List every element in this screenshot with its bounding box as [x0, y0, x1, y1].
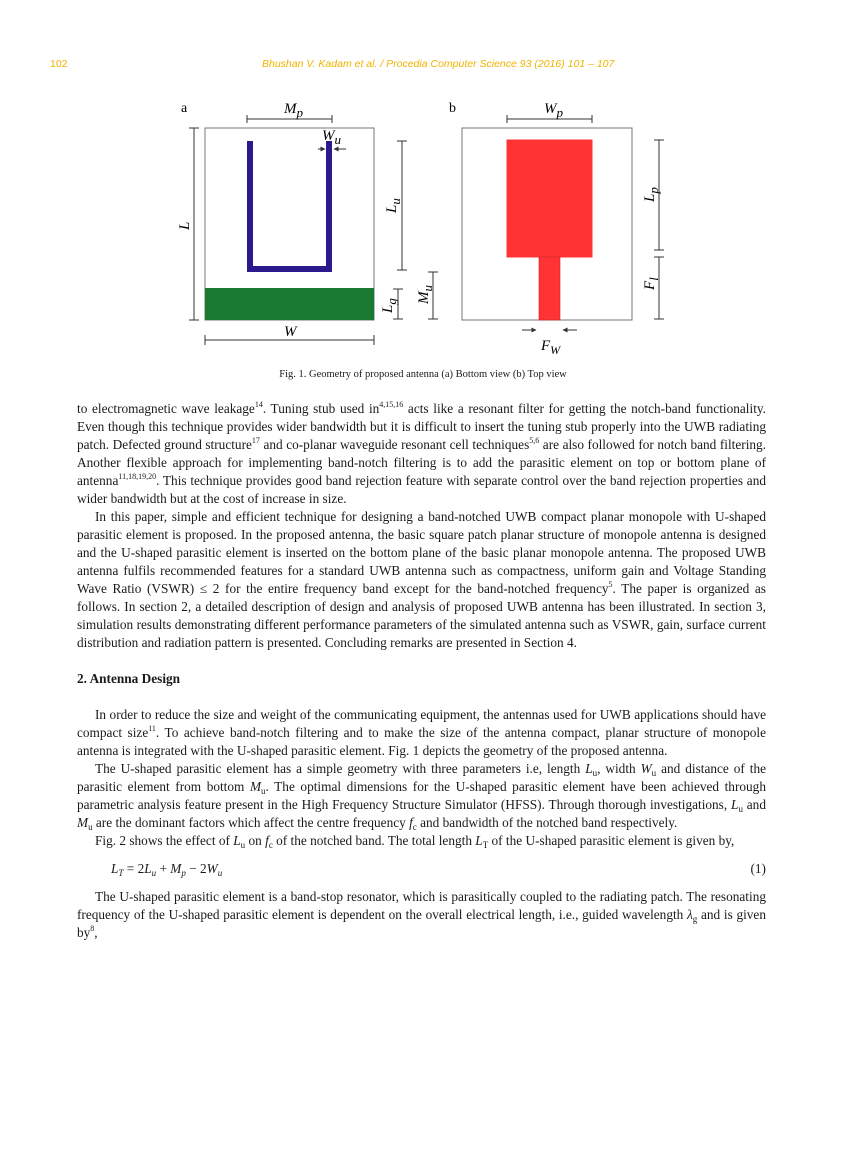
equation-number: (1) [750, 861, 766, 876]
article-body [77, 400, 766, 942]
paragraph-5: Fig. 2 shows the effect of $L_u$ on $f_c$ of the notched band. The total length $L_T$ of the U-shaped parasitic element is given by, [95, 833, 735, 850]
reference: 17 [251, 436, 260, 445]
section-heading: 2. Antenna Design [77, 671, 181, 686]
figure-caption: Fig. 1. Geometry of proposed antenna (a) Bottom view (b) Top view [279, 369, 567, 380]
lp-label: Lp [642, 187, 661, 202]
fl-label: Fl [642, 277, 661, 290]
reference: 14 [254, 400, 263, 409]
paragraph-3: In order to reduce the size and weight of the communicating equipment, the antennas used for UWB applications should have compact size$^{11}$. To achieve band-notch filtering and to make the size of the antenna compact, planar structure of monopole antenna is integrated with the U-shaped parasitic element. Fig. 1 depicts the geometry of the proposed antenna. [77, 707, 766, 758]
reference: 11 [148, 724, 156, 733]
paragraph-1: to electromagnetic wave leakage$^{14}$. Tuning stub used in$^{4,15,16}$ acts like a resonant filter for getting the notch-band functionality. Even though this technique provides wider bandwidth but it is difficult to insert the tuning stub properly into the UWB radiating patch. Defected ground structure$^{17}$ and co-planar waveguide resonant cell techniques$^{5,6}$ are also followed for notch band filtering. Another flexible approach for implementing band-notch filtering is to add the parasitic element on top or bottom plane of antenna$^{11,18,19,20}$. This technique provides good band rejection feature with separate control over the band rejection properties and wider bandwidth but at the cost of increase in size. [77, 400, 767, 506]
mp-label: Mp [284, 101, 303, 120]
ground-plane [205, 288, 374, 320]
wu-label: Wu [322, 128, 341, 147]
antenna-geometry-figure [0, 86, 846, 366]
fw-label: $F_W$ [541, 338, 561, 357]
page-number: 102 [50, 58, 68, 70]
reference: 8 [90, 924, 95, 933]
reference: 5 [608, 580, 613, 589]
panel-a-bottom-view [177, 101, 438, 345]
panel-a-label: a [181, 101, 188, 116]
journal-citation: Bhushan V. Kadam et al. / Procedia Computer Science 93 (2016) 101 – 107 [262, 58, 615, 70]
paragraph-6: The U-shaped parasitic element is a band-stop resonator, which is parasitically coupled to the radiating patch. The resonating frequency of the U-shaped parasitic element is dependent on the overall electrical length, i.e., guided wavelength $\lambda_g$ and is given $by^8$, [77, 889, 766, 940]
feed-line [539, 257, 560, 320]
running-header [50, 58, 750, 74]
paragraph-4: The U-shaped parasitic element has a simple geometry with three parameters i.e, length $L_u$, width $W_u$ and distance of the parasitic element from bottom $M_u$. The optimal dimensions for the U-shaped parasitic element have been achieved through parametric analysis feature present in the High Frequency Structure Simulator (HFSS). Through thorough investigations, $L_u$ and $M_u$ are the dominant factors which affect the centre frequency $f_c$ and bandwidth of the notched band respectively. [77, 761, 766, 832]
reference: 5,6 [529, 436, 540, 445]
equation-expression: $L_T = 2L_u + M_p - 2W_u$ [111, 861, 223, 878]
lg-label: Lg [380, 298, 399, 313]
panel-b-label: b [449, 101, 456, 116]
reference: 11,18,19,20 [118, 472, 157, 481]
reference: 4,15,16 [379, 400, 404, 409]
l-label: L [177, 221, 193, 230]
wp-label: Wp [544, 101, 563, 120]
lu-label: Lu [384, 198, 403, 213]
radiating-patch [507, 140, 592, 257]
equation-1 [77, 860, 766, 878]
w-label: W [284, 324, 297, 340]
panel-b-top-view [449, 101, 664, 357]
paragraph-2: In this paper, simple and efficient technique for designing a band-notched UWB compact planar monopole with U-shaped parasitic element is proposed. In the proposed antenna, the basic square patch planar structure of monopole antenna is designed and the U-shaped parasitic element is inserted on the bottom plane of the basic planar monopole antenna. The proposed UWB antenna fulfils recommended features for a standard UWB antenna such as compactness, uniform gain and Voltage Standing Wave Ratio (VSWR) ≤ 2 for the entire frequency band except for the band-notched frequency$^5$. The paper is organized as follows. In section 2, a detailed description of design and analysis of proposed UWB antenna has been illustrated. In section 3, simulation results demonstrating different performance parameters of the simulated antenna such as VSWR, gain, surface current distribution and radiation pattern is presented. Concluding remarks are presented in Section 4. [77, 509, 766, 650]
mu-label: Mu [416, 285, 435, 304]
